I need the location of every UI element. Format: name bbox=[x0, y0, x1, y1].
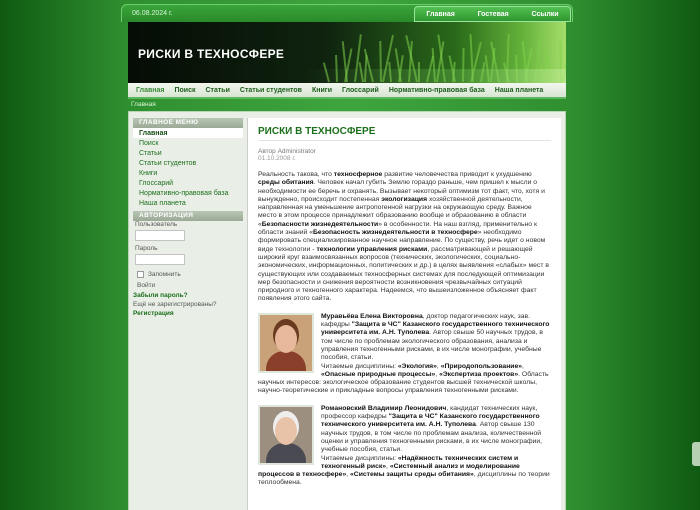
text-segment: «Надёжность технических систем и техногенный риск» bbox=[321, 454, 519, 470]
nav-item-books[interactable]: Книги bbox=[311, 86, 332, 94]
nav-item-our-planet[interactable]: Наша планета bbox=[494, 86, 544, 94]
text-segment: техносферное bbox=[333, 171, 383, 178]
text-segment: Безопасность жизнедеятельности в техносфере bbox=[312, 229, 478, 237]
not-registered-text: Ещё не зарегистрированы? bbox=[133, 301, 217, 308]
text-segment: Муравьёва Елена Викторовна bbox=[321, 312, 423, 320]
top-link-guestbook[interactable]: Гостевая bbox=[477, 10, 509, 18]
text-segment: , bbox=[386, 462, 390, 470]
top-bar bbox=[121, 4, 573, 22]
text-segment: » необходимо формировать специализированное научное направление. По существу, речь идет о новом виде технологии - bbox=[258, 229, 546, 253]
article-author: Автор Administrator bbox=[258, 148, 316, 155]
sidebar-item-our-planet[interactable]: Наша планета bbox=[139, 199, 186, 207]
top-link-links[interactable]: Ссылки bbox=[531, 10, 559, 18]
text-segment: хозяйственной деятельности, направленная на уменьшение антропогенной нагрузки на окружающую среду. Важное место в этом процессе принадлежит образованию вообще и образованию в области « bbox=[258, 195, 532, 228]
article-intro bbox=[258, 171, 551, 304]
text-segment: , bbox=[435, 370, 440, 378]
text-segment: технологии управления рисками bbox=[316, 245, 428, 253]
content-container bbox=[128, 111, 566, 510]
text-segment: «Системы защиты среды обитания» bbox=[350, 471, 474, 479]
person-block-2 bbox=[258, 405, 551, 488]
forgot-password-link[interactable]: Забыли пароль? bbox=[133, 292, 188, 299]
sidebar bbox=[133, 118, 243, 318]
top-link-home[interactable]: Главная bbox=[426, 10, 455, 18]
banner-water-reflection bbox=[128, 69, 566, 83]
text-segment: , дисциплины по теории теплообмена. bbox=[258, 471, 550, 487]
breadcrumb[interactable]: Главная bbox=[131, 101, 156, 108]
text-segment: «Экспертиза проектов» bbox=[439, 370, 519, 378]
remember-checkbox[interactable] bbox=[137, 271, 144, 278]
sidebar-item-home[interactable]: Главная bbox=[133, 128, 243, 138]
nav-item-student-articles[interactable]: Статьи студентов bbox=[239, 86, 302, 94]
username-label: Пользователь bbox=[135, 221, 178, 228]
text-segment: Реальность такова, что bbox=[258, 171, 334, 178]
text-segment: . Человек начал губить Землю гораздо раньше, чем пришел к мысли о необходимости ее беречь и охранять. Вызывает некоторый оптимизм тот факт, что, хотя и вынужденно, происходит постепенная bbox=[258, 179, 545, 203]
text-segment: Читаемые дисциплины: bbox=[321, 362, 398, 370]
text-segment: , доктор педагогических наук, зав. кафедры bbox=[321, 312, 531, 329]
article-title[interactable]: РИСКИ В ТЕХНОСФЕРЕ bbox=[258, 126, 551, 141]
remember-label: Запомнить bbox=[148, 271, 181, 278]
sidebar-item-articles[interactable]: Статьи bbox=[139, 149, 162, 157]
remember-row bbox=[133, 269, 243, 280]
text-segment: «Опасные природные процессы» bbox=[321, 370, 436, 378]
main-content bbox=[247, 118, 561, 510]
text-segment: среды обитания bbox=[258, 179, 314, 187]
main-navigation bbox=[128, 83, 566, 99]
text-segment: . Автор свыше 50 научных трудов, в том числе по проблемам экологического образования, анализа и управления техногенными рисками, в их числе монографии, учебные пособия, статьи. bbox=[321, 329, 543, 362]
text-segment: "Защита в ЧС" Казанского государственного технического университета им. А.Н. Туполева bbox=[321, 413, 540, 429]
text-segment: . Область научных интересов: экологическое образование студентов высшей технической школы, научно-теоретические и прикладные вопросы управления техногенными рисками. bbox=[258, 370, 549, 395]
text-segment: , bbox=[522, 362, 524, 370]
header-banner bbox=[128, 22, 566, 83]
text-segment: «Природопользование» bbox=[440, 362, 523, 370]
sidebar-item-glossary[interactable]: Глоссарий bbox=[139, 179, 174, 187]
current-date: 06.08.2024 г. bbox=[132, 10, 173, 17]
register-link[interactable]: Регистрация bbox=[133, 310, 174, 317]
nav-item-glossary[interactable]: Глоссарий bbox=[342, 86, 379, 94]
password-label: Пароль bbox=[135, 245, 158, 252]
sidebar-item-student-articles[interactable]: Статьи студентов bbox=[139, 159, 197, 167]
text-segment: экологизация bbox=[381, 195, 428, 203]
text-segment: Читаемые дисциплины: bbox=[321, 454, 398, 462]
page-wrapper bbox=[121, 4, 573, 510]
text-segment: . Автор свыше 130 научных трудов, в том числе по проблемам анализа, количественной оценки и управления техногенными рисками, в их числе монографии, учебные пособия, статьи. bbox=[321, 421, 543, 454]
portrait-photo-2 bbox=[258, 405, 314, 465]
text-segment: , кандидат технических наук, профессор кафедры bbox=[321, 404, 538, 421]
username-input[interactable] bbox=[135, 230, 185, 241]
main-menu-header: ГЛАВНОЕ МЕНЮ bbox=[133, 118, 243, 128]
text-segment: «Экология» bbox=[397, 362, 437, 370]
site-title: РИСКИ В ТЕХНОСФЕРЕ bbox=[138, 47, 285, 61]
text-segment: «Системный анализ и моделирование процессов в техносфере» bbox=[258, 462, 520, 479]
sidebar-item-search[interactable]: Поиск bbox=[139, 139, 159, 147]
text-segment: , рассматривающей и решающей широкий круг взаимосвязанных вопросов (технических, экологических, социально-экономических, информационных, политических и др.) в целях выявления «слабых» мест в существующих или создаваемых техносферных системах для последующей оптимизации мер безопасности и снижения вероятности возникновения чрезвычайных ситуаций природного и техногенного характера. Надеемся, что вышеизложенное объясняет факт появления этого сайта. bbox=[258, 245, 549, 303]
nav-item-regulations[interactable]: Нормативно-правовая база bbox=[388, 86, 485, 94]
text-segment: Безопасности жизнедеятельности bbox=[261, 220, 379, 228]
nav-item-articles[interactable]: Статьи bbox=[205, 86, 230, 94]
text-segment: , bbox=[436, 362, 441, 370]
nav-item-home[interactable]: Главная bbox=[136, 86, 165, 94]
article-date: 01.10.2008 г. bbox=[258, 155, 296, 162]
nav-item-search[interactable]: Поиск bbox=[174, 86, 196, 94]
portrait-photo-1 bbox=[258, 313, 314, 373]
login-button[interactable]: Войти bbox=[137, 282, 156, 289]
password-input[interactable] bbox=[135, 254, 185, 265]
person-block-1 bbox=[258, 313, 551, 396]
auth-header: АВТОРИЗАЦИЯ bbox=[133, 211, 243, 221]
text-segment: , bbox=[346, 471, 351, 479]
text-segment: Романовский Владимир Леонидович bbox=[321, 404, 447, 412]
text-segment: развитие человечества приводит к ухудшению bbox=[382, 171, 532, 178]
text-segment: » в особенности. На наш взгляд, применительно к области знаний « bbox=[258, 220, 537, 237]
side-scroll-tab[interactable] bbox=[692, 442, 700, 466]
sidebar-item-books[interactable]: Книги bbox=[139, 169, 158, 177]
top-links bbox=[414, 6, 571, 22]
sidebar-item-regulations[interactable]: Нормативно-правовая база bbox=[139, 189, 229, 197]
text-segment: "Защита в ЧС" Казанского государственного технического университета им. А.Н. Туполева bbox=[321, 321, 550, 337]
